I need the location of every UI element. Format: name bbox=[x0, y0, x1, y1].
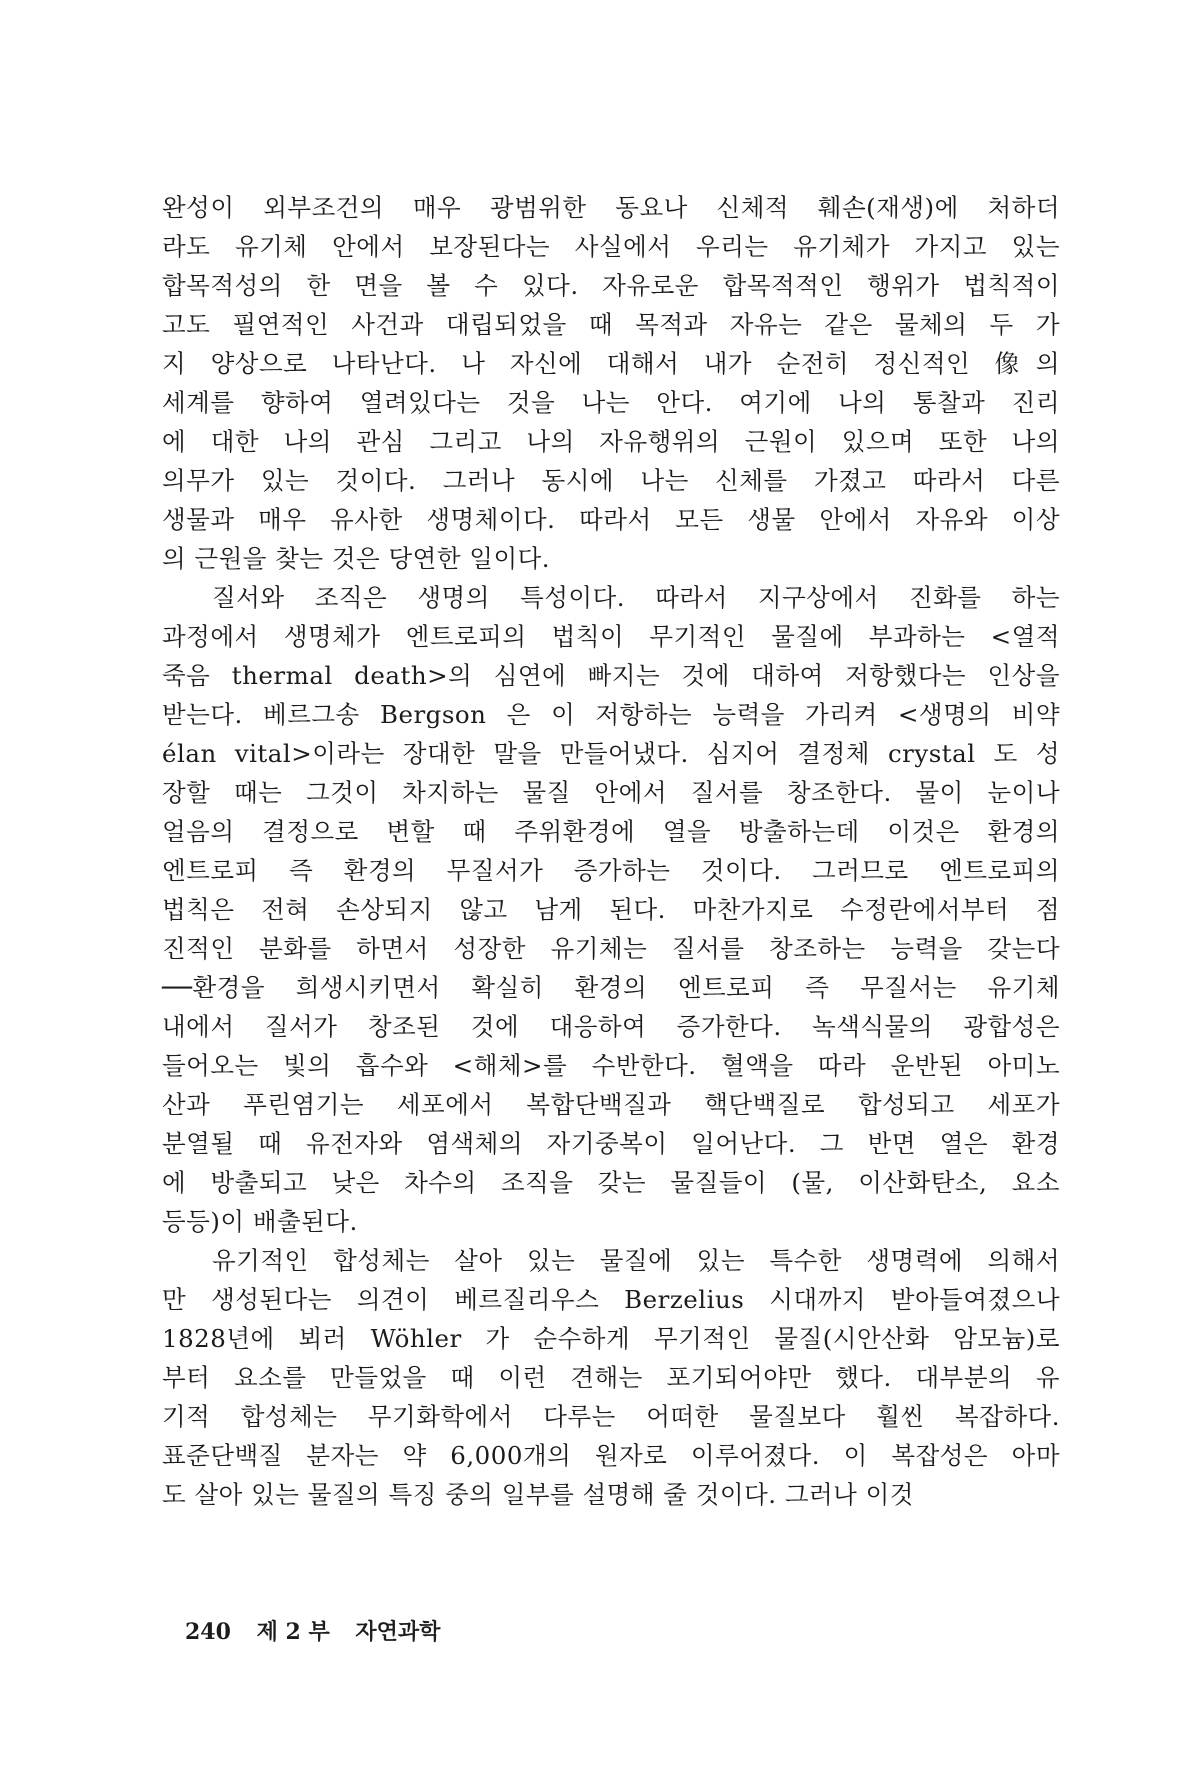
text-line: 라도 유기체 안에서 보장된다는 사실에서 우리는 유기체가 가지고 있는 bbox=[162, 232, 1060, 261]
text-line: 장할 때는 그것이 차지하는 물질 안에서 질서를 창조한다. 물이 눈이나 bbox=[162, 778, 1060, 807]
text-line: 에 방출되고 낮은 차수의 조직을 갖는 물질들이 (물, 이산화탄소, 요소 bbox=[162, 1168, 1060, 1197]
text-line: 세계를 향하여 열려있다는 것을 나는 안다. 여기에 나의 통찰과 진리 bbox=[162, 388, 1060, 417]
text-line: 질서와 조직은 생명의 특성이다. 따라서 지구상에서 진화를 하는 bbox=[212, 583, 1060, 612]
text-line: 1828년에 뵈러 Wöhler 가 순수하게 무기적인 물질(시안산화 암모늄)로 bbox=[162, 1324, 1060, 1353]
section-label: 자연과학 bbox=[355, 1619, 441, 1645]
text-line: 죽음 thermal death>의 심연에 빠지는 것에 대하여 저항했다는 인상을 bbox=[162, 661, 1060, 690]
text-line: 엔트로피 즉 환경의 무질서가 증가하는 것이다. 그러므로 엔트로피의 bbox=[162, 856, 1060, 885]
text-line: 완성이 외부조건의 매우 광범위한 동요나 신체적 훼손(재생)에 처하더 bbox=[162, 193, 1060, 222]
text-line: 내에서 질서가 창조된 것에 대응하여 증가한다. 녹색식물의 광합성은 bbox=[162, 1012, 1060, 1041]
paragraph bbox=[162, 1241, 1060, 1514]
text-line: 생물과 매우 유사한 생명체이다. 따라서 모든 생물 안에서 자유와 이상 bbox=[162, 505, 1060, 534]
body-text bbox=[162, 188, 1060, 1514]
page-footer bbox=[185, 1615, 458, 1646]
text-line: 진적인 분화를 하면서 성장한 유기체는 질서를 창조하는 능력을 갖는다 bbox=[162, 934, 1060, 963]
text-line: 부터 요소를 만들었을 때 이런 견해는 포기되어야만 했다. 대부분의 유 bbox=[162, 1363, 1060, 1392]
text-line: 의무가 있는 것이다. 그러나 동시에 나는 신체를 가졌고 따라서 다른 bbox=[162, 466, 1060, 495]
text-line: 도 살아 있는 물질의 특징 중의 일부를 설명해 줄 것이다. 그러나 이것 bbox=[162, 1480, 914, 1509]
text-line: 얼음의 결정으로 변할 때 주위환경에 열을 방출하는데 이것은 환경의 bbox=[162, 817, 1060, 846]
text-line: 법칙은 전혀 손상되지 않고 남게 된다. 마찬가지로 수정란에서부터 점 bbox=[162, 895, 1060, 924]
text-line: élan vital>이라는 장대한 말을 만들어냈다. 심지어 결정체 crystal 도 성 bbox=[162, 739, 1060, 768]
text-line: 만 생성된다는 의견이 베르질리우스 Berzelius 시대까지 받아들여졌으나 bbox=[162, 1285, 1060, 1314]
paragraph bbox=[162, 578, 1060, 1241]
paragraph bbox=[162, 188, 1060, 578]
text-line: 유기적인 합성체는 살아 있는 물질에 있는 특수한 생명력에 의해서 bbox=[212, 1246, 1060, 1275]
text-line: 의 근원을 찾는 것은 당연한 일이다. bbox=[162, 544, 551, 573]
text-line: 받는다. 베르그송 Bergson 은 이 저항하는 능력을 가리켜 <생명의 비약 bbox=[162, 700, 1060, 729]
text-line: 분열될 때 유전자와 염색체의 자기중복이 일어난다. 그 반면 열은 환경 bbox=[162, 1129, 1060, 1158]
text-line: ──환경을 희생시키면서 확실히 환경의 엔트로피 즉 무질서는 유기체 bbox=[162, 973, 1060, 1002]
text-line: 지 양상으로 나타난다. 나 자신에 대해서 내가 순전히 정신적인 像의 bbox=[162, 349, 1060, 378]
part-label: 제 2 부 bbox=[256, 1619, 330, 1645]
text-line: 에 대한 나의 관심 그리고 나의 자유행위의 근원이 있으며 또한 나의 bbox=[162, 427, 1060, 456]
text-line: 고도 필연적인 사건과 대립되었을 때 목적과 자유는 같은 물체의 두 가 bbox=[162, 310, 1060, 339]
text-line: 합목적성의 한 면을 볼 수 있다. 자유로운 합목적적인 행위가 법칙적이 bbox=[162, 271, 1060, 300]
text-line: 기적 합성체는 무기화학에서 다루는 어떠한 물질보다 훨씬 복잡하다. bbox=[162, 1402, 1060, 1431]
text-line: 산과 푸린염기는 세포에서 복합단백질과 핵단백질로 합성되고 세포가 bbox=[162, 1090, 1060, 1119]
text-line: 표준단백질 분자는 약 6,000개의 원자로 이루어졌다. 이 복잡성은 아마 bbox=[162, 1441, 1060, 1470]
text-line: 등등)이 배출된다. bbox=[162, 1207, 358, 1236]
text-line: 들어오는 빛의 흡수와 <해체>를 수반한다. 혈액을 따라 운반된 아미노 bbox=[162, 1051, 1060, 1080]
text-line: 과정에서 생명체가 엔트로피의 법칙이 무기적인 물질에 부과하는 <열적 bbox=[162, 622, 1060, 651]
page-number: 240 bbox=[185, 1619, 231, 1645]
